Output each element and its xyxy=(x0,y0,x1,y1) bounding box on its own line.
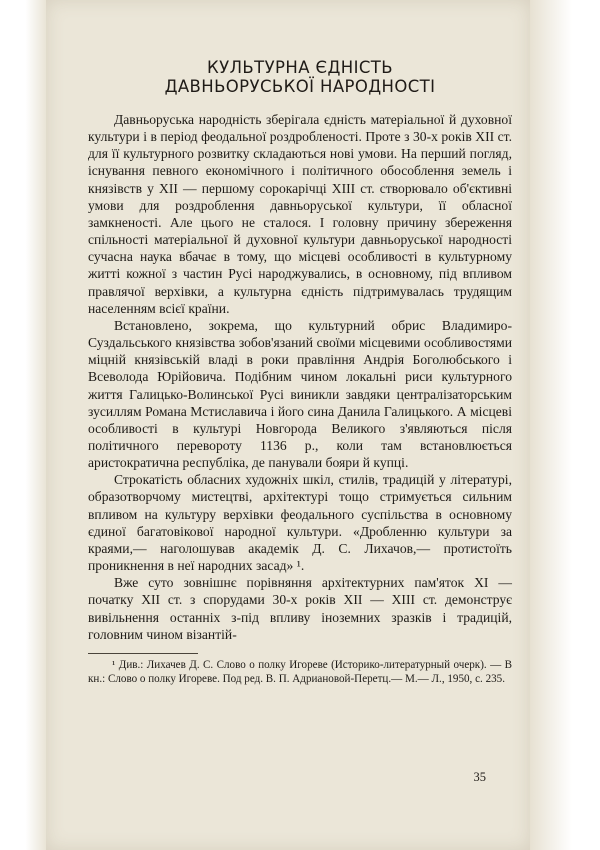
chapter-title xyxy=(88,58,512,96)
book-page xyxy=(46,0,530,850)
footnote-divider xyxy=(88,653,198,654)
paragraph-1: Давньоруська народність зберігала єдність матеріальної й духовної культури і в період феодальної роздробленості. Проте з 30-х років XII ст. для її культурного розвитку складаються нові умови. На перший погляд, існування певного економічного і політичного обособлення земель і князівств у XII — першому сорокарічці XIII ст. створювало об'єктивні умови для роздроблення давньоруської культури, її обласної замкненості. Але цього не сталося. І головну причину збереження спільності матеріальної й духовної культури давньоруської народності сучасна наука вбачає в тому, що місцеві особливості в культурному житті кожної з частин Русі народжувались, в основному, під впливом правлячої верхівки, а культурна єдність підтримувалась трудящим населенням всієї країни. xyxy=(88,112,512,316)
chapter-title-line-2: ДАВНЬОРУСЬКОЇ НАРОДНОСТІ xyxy=(164,77,436,96)
scan-margin-right xyxy=(530,0,600,850)
body-text xyxy=(88,111,512,643)
chapter-title-line-1: КУЛЬТУРНА ЄДНІСТЬ xyxy=(207,58,393,77)
footnote: ¹ Див.: Лихачев Д. С. Слово о полку Игореве (Историко-литературный очерк). — В кн.: Слово о полку Игореве. Под ред. В. П. Адриановой-Перетц.— М.— Л., 1950, с. 235. xyxy=(88,658,512,685)
paragraph-4: Вже суто зовнішнє порівняння архітектурних пам'яток XI — початку XII ст. з спорудами 30-х років XII — XIII ст. демонструє вивільнення останніх з-під впливу іноземних зразків і традицій, головним чином візантій- xyxy=(88,575,512,642)
paragraph-2: Встановлено, зокрема, що культурний обрис Владимиро-Суздальського князівства зобов'язаний своїми місцевими особливостями міцній князівській владі в роки правління Андрія Боголюбського і Всеволода Юрійовича. Подібним чином локальні риси культурного життя Галицько-Волинської Русі виникли завдяки централізаторським зусиллям Романа Мстиславича і його сина Данила Галицького. А місцеві особливості в культурі Новгорода Великого з'являються після політичного перевороту 1136 р., коли там встановлюється аристократична республіка, де панували бояри й купці. xyxy=(88,317,512,471)
scan-margin-left xyxy=(0,0,46,850)
page-number: 35 xyxy=(473,770,486,784)
paragraph-3: Строкатість обласних художніх шкіл, стилів, традицій у літературі, образотворчому мистецтві, архітектурі тощо стримується сильним впливом на культуру верхівки феодального суспільства в основному єдиної багатовікової народної культури. «Дробленню культури за краями,— наголошував академік Д. С. Лихачов,— протистоїть проникнення в неї народних засад» ¹. xyxy=(88,472,512,574)
page-content xyxy=(88,58,512,697)
